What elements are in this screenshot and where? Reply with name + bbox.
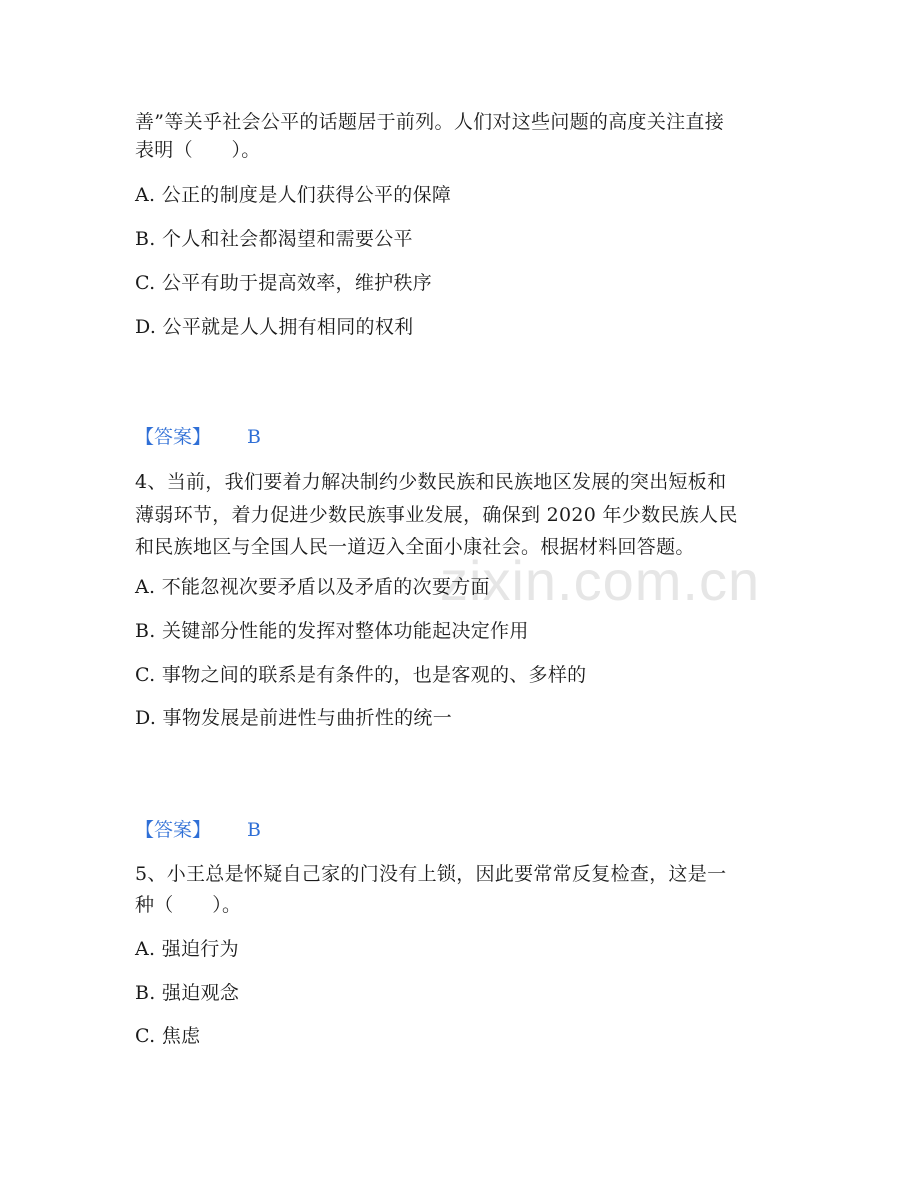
question-4-stem-line-2: 薄弱环节，着力促进少数民族事业发展，确保到 2020 年少数民族人民 bbox=[135, 504, 738, 526]
question-5-option-a: A. 强迫行为 bbox=[135, 938, 239, 960]
question-4-option-b: B. 关键部分性能的发挥对整体功能起决定作用 bbox=[135, 620, 529, 642]
question-5-stem-line-2: 种（ ）。 bbox=[135, 894, 242, 916]
question-4-stem-line-3: 和民族地区与全国人民一道迈入全面小康社会。根据材料回答题。 bbox=[135, 536, 695, 558]
answer-value: B bbox=[247, 819, 261, 841]
question-4-option-a: A. 不能忽视次要矛盾以及矛盾的次要方面 bbox=[135, 576, 490, 598]
question-5-option-c: C. 焦虑 bbox=[135, 1025, 201, 1047]
watermark: zixin.com.cn bbox=[440, 549, 761, 612]
question-5-option-b: B. 强迫观念 bbox=[135, 982, 240, 1004]
question-3-option-a: A. 公正的制度是人们获得公平的保障 bbox=[135, 184, 452, 206]
question-3-option-d: D. 公平就是人人拥有相同的权利 bbox=[135, 316, 414, 338]
question-4-stem-line-1: 4、当前，我们要着力解决制约少数民族和民族地区发展的突出短板和 bbox=[135, 471, 727, 493]
question-3-option-b: B. 个人和社会都渴望和需要公平 bbox=[135, 228, 413, 250]
answer-value: B bbox=[247, 426, 261, 448]
question-3-stem-line-2: 表明（ ）。 bbox=[135, 139, 261, 161]
answer-label: 【答案】 bbox=[135, 819, 212, 841]
answer-label: 【答案】 bbox=[135, 426, 212, 448]
answer-4 bbox=[135, 818, 261, 842]
question-3-stem-line-1: 善”等关乎社会公平的话题居于前列。人们对这些问题的高度关注直接 bbox=[135, 111, 725, 133]
question-3-option-c: C. 公平有助于提高效率，维护秩序 bbox=[135, 272, 433, 294]
answer-3 bbox=[135, 425, 261, 449]
question-5-stem-line-1: 5、小王总是怀疑自己家的门没有上锁，因此要常常反复检查，这是一 bbox=[135, 863, 727, 885]
question-4-option-d: D. 事物发展是前进性与曲折性的统一 bbox=[135, 707, 453, 729]
question-4-option-c: C. 事物之间的联系是有条件的，也是客观的、多样的 bbox=[135, 664, 587, 686]
